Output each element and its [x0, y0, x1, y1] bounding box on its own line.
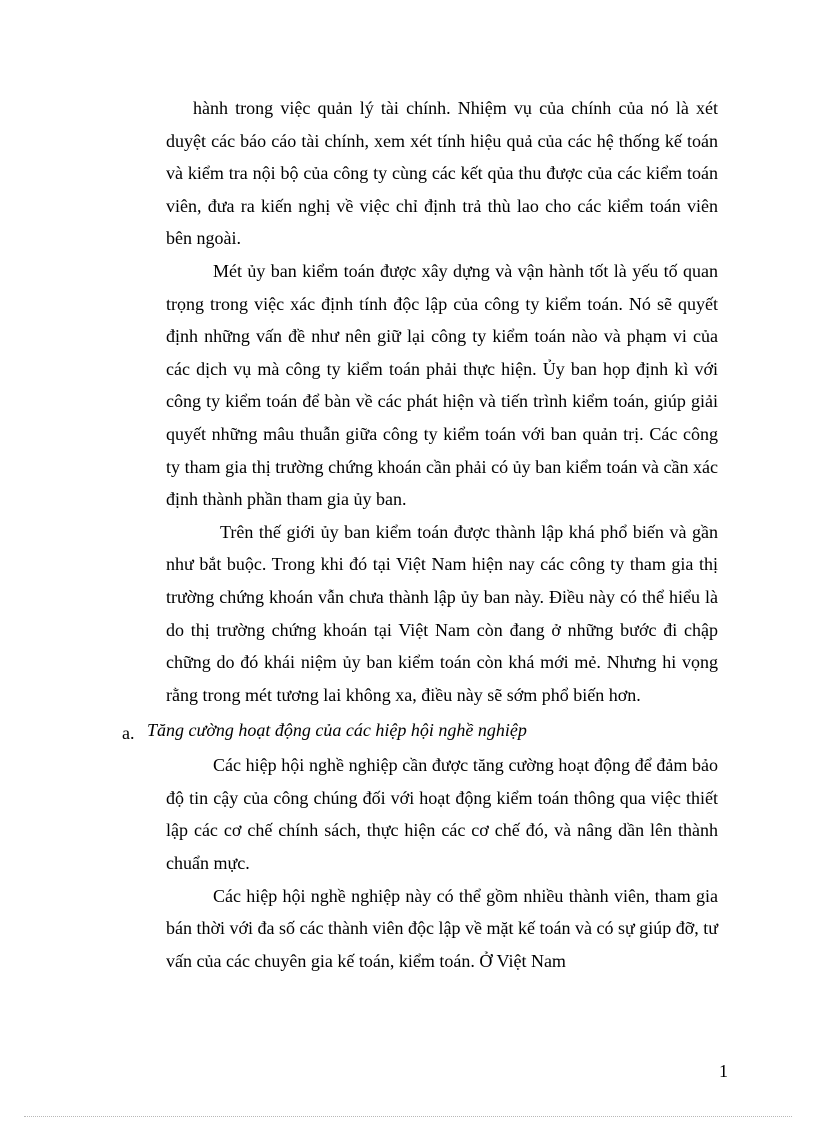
page-bottom-divider [24, 1116, 792, 1117]
section-heading [122, 713, 718, 747]
body-paragraph-1: hành trong việc quản lý tài chính. Nhiệm vụ của chính của nó là xét duyệt các báo cáo tài chính, xem xét tính hiệu quả của các hệ thống kế toán và kiểm tra nội bộ của công ty cùng các kết qủa thu được của các kiểm toán viên, đưa ra kiến nghị về việc chỉ định trả thù lao cho các kiểm toán viên bên ngoài. [166, 98, 718, 249]
page-number: 1 [719, 1061, 728, 1081]
body-paragraph-3: Trên thế giới ủy ban kiểm toán được thành lập khá phổ biến và gần như bắt buộc. Trong khi đó tại Việt Nam hiện nay các công ty tham gia thị trường chứng khoán vẫn chưa thành lập ủy ban này. Điều này có thể hiểu là do thị trường chứng khoán tại Việt Nam còn đang ở những bước đi chập chững do đó khái niệm ủy ban kiểm toán còn khá mới mẻ. Nhưng hi vọng rằng trong mét tương lai không xa, điều này sẽ sớm phổ biến hơn. [166, 521, 718, 705]
page-body [122, 92, 718, 977]
section-title: Tăng cường hoạt động của các hiệp hội nghề nghiệp [147, 720, 527, 741]
body-paragraph-2: Mét ủy ban kiểm toán được xây dựng và vận hành tốt là yếu tố quan trọng trong việc xác định tính độc lập của công ty kiểm toán. Nó sẽ quyết định những vấn đề như nên giữ lại công ty kiểm toán nào và phạm vi của các dịch vụ mà công ty kiểm toán phải thực hiện. Ủy ban họp định kì với công ty kiểm toán để bàn về các phát hiện và tiến trình kiểm toán, giúp giải quyết những mâu thuẫn giữa công ty kiểm toán với ban quản trị. Các công ty tham gia thị trường chứng khoán cần phải có ủy ban kiểm toán và cần xác định thành phần tham gia ủy ban. [166, 260, 718, 510]
section-paragraph-2: Các hiệp hội nghề nghiệp này có thể gồm nhiều thành viên, tham gia bán thời với đa số các thành viên độc lập về mặt kế toán và có sự giúp đỡ, tư vấn của các chuyên gia kế toán, kiểm toán. Ở Việt Nam [166, 885, 718, 971]
section-marker: a. [122, 723, 135, 744]
section-paragraph-1: Các hiệp hội nghề nghiệp cần được tăng cường hoạt động để đảm bảo độ tin cậy của công chúng đối với hoạt động kiểm toán thông qua việc thiết lập các cơ chế chính sách, thực hiện các cơ chế đó, và nâng dần lên thành chuẩn mực. [166, 755, 718, 874]
